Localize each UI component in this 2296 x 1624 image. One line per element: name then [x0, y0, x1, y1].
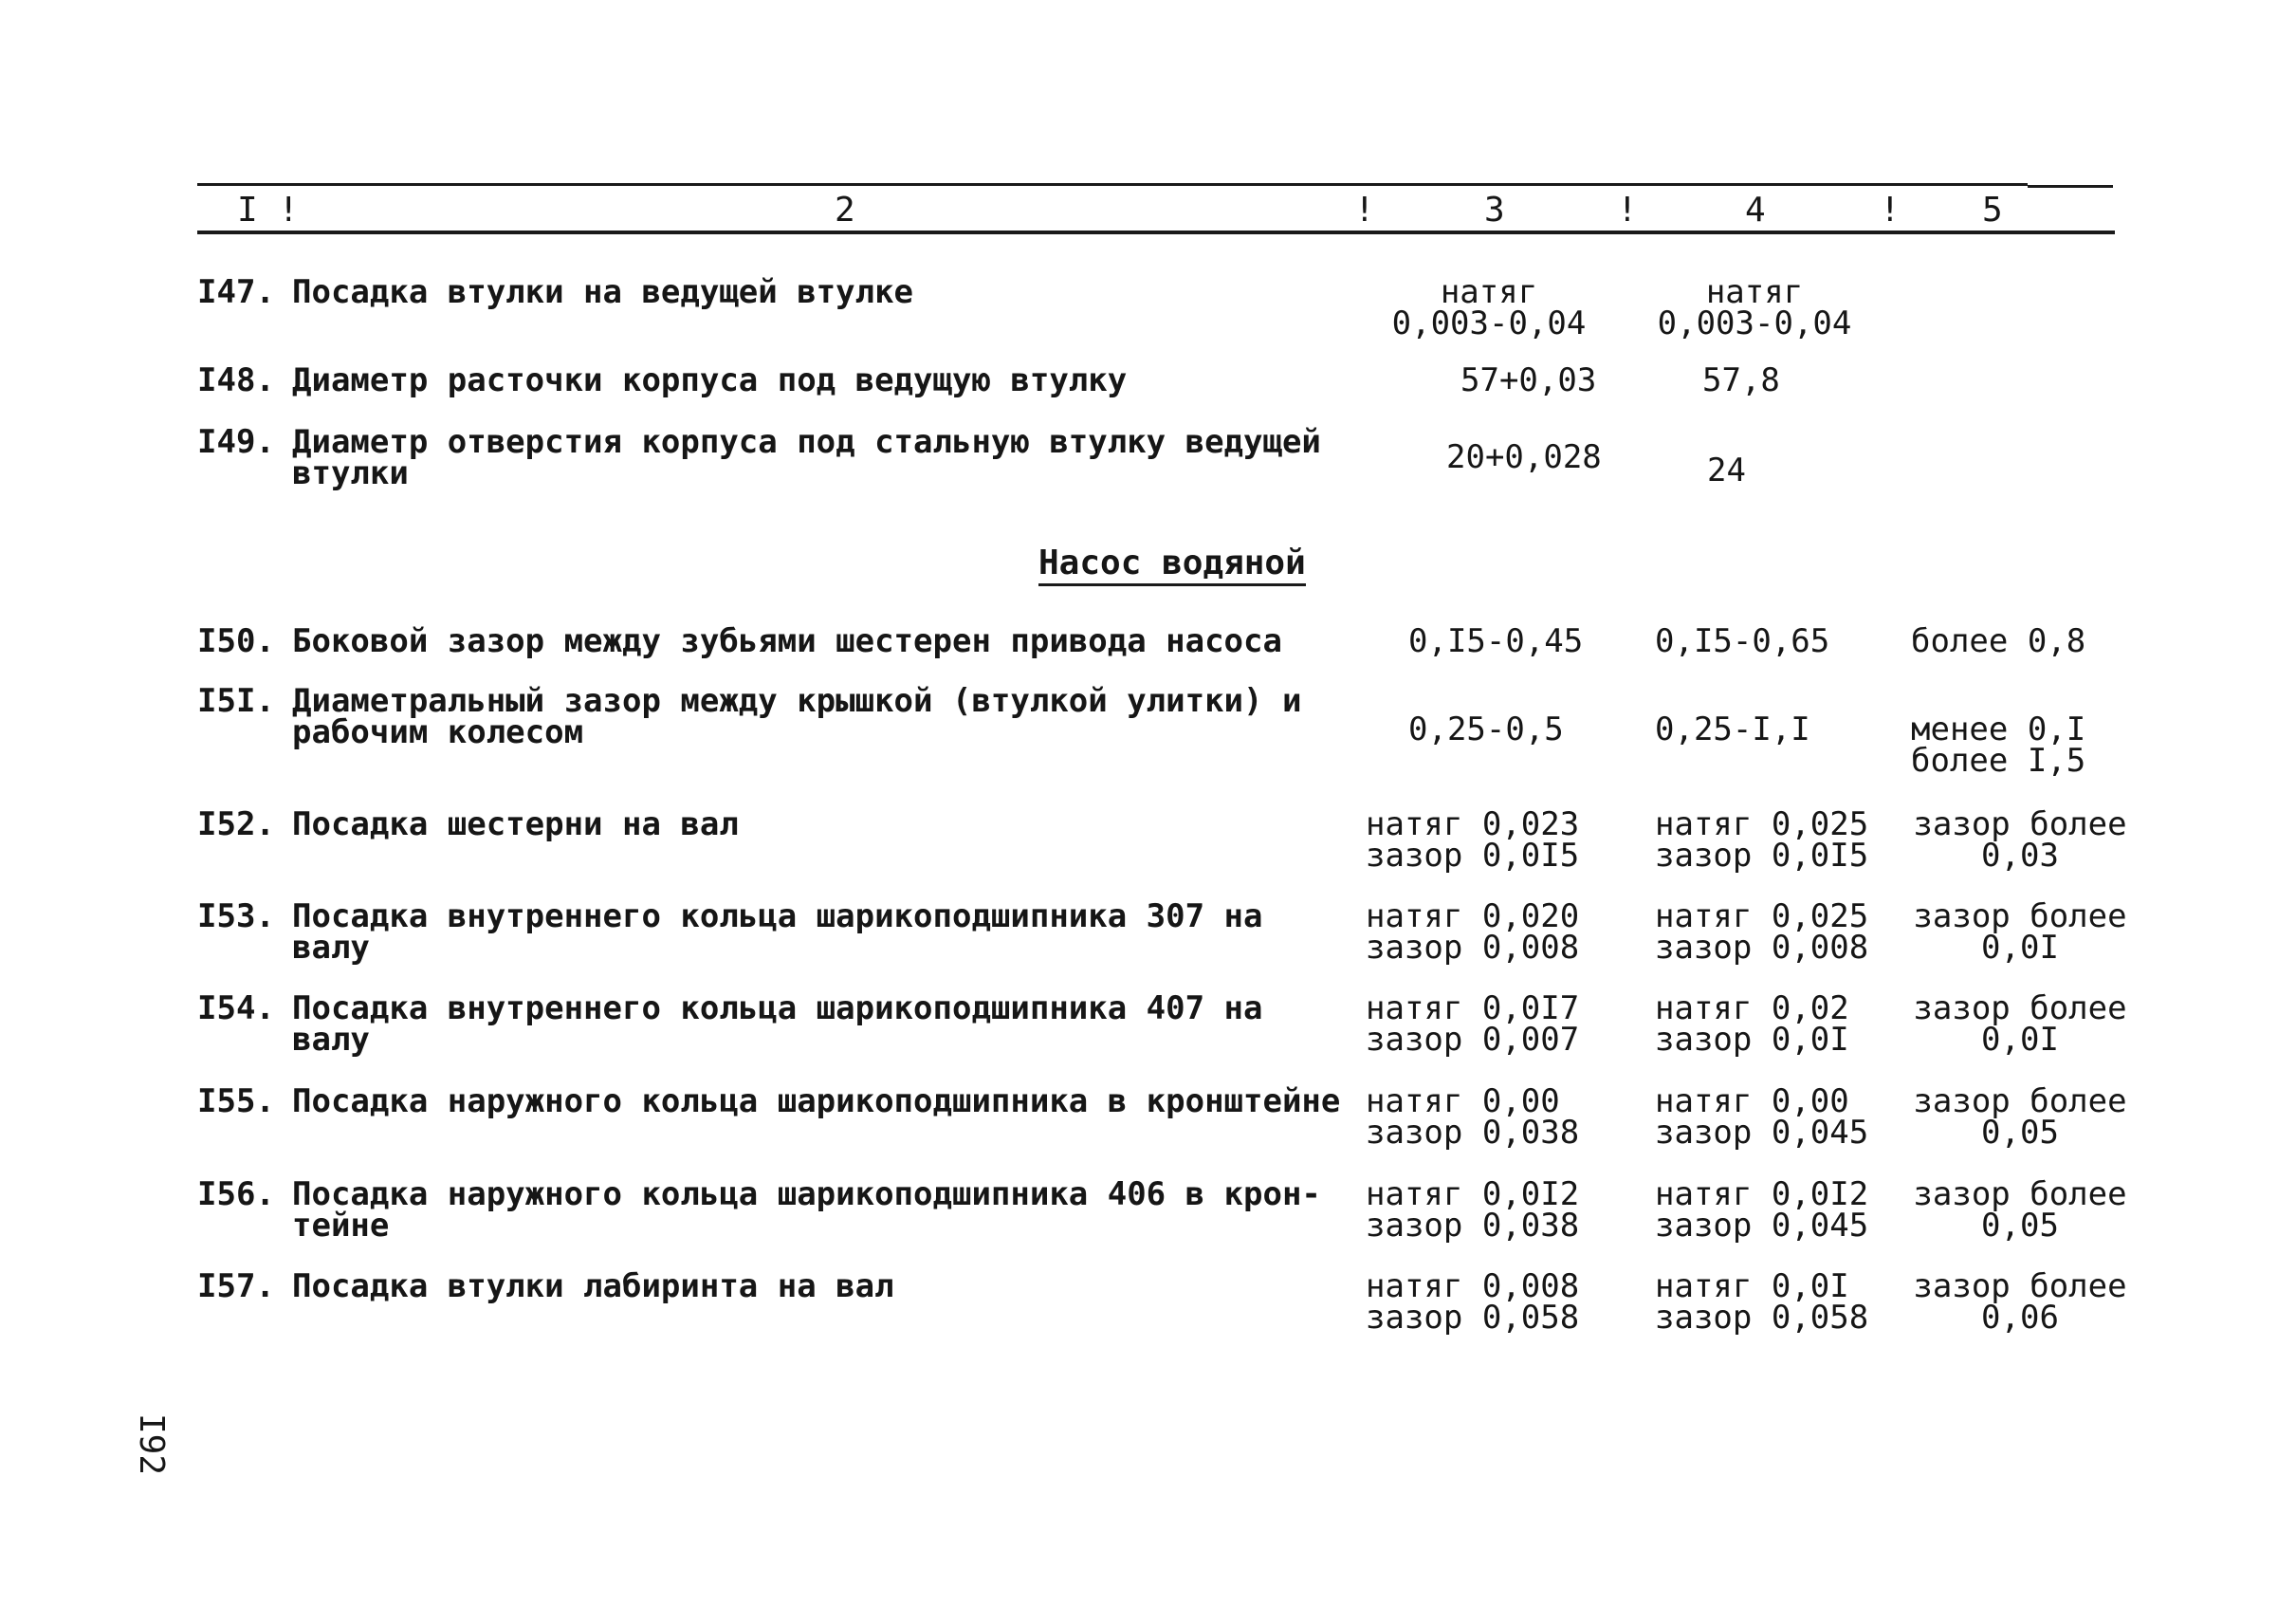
- row-description: Диаметр расточки корпуса под ведущую втулку: [292, 361, 1128, 399]
- value-permissible: натяг 0,025 зазор 0,008: [1655, 897, 1869, 967]
- header-separator: !: [1617, 191, 1638, 230]
- row-number: I52.: [197, 805, 275, 843]
- value-nominal: натяг 0,0I2 зазор 0,038: [1366, 1175, 1580, 1245]
- value-permissible: натяг 0,0I2 зазор 0,045: [1655, 1175, 1869, 1245]
- row-number: I47.: [197, 273, 275, 311]
- header-top-rule-right: [2028, 185, 2113, 188]
- row-description: Посадка наружного кольца шарикоподшипника в кронштейне: [292, 1082, 1341, 1120]
- header-col3: 3: [1484, 191, 1505, 230]
- value-nominal: натяг 0,003-0,04: [1391, 273, 1587, 342]
- row-number: I53.: [197, 897, 275, 935]
- row-description: Диаметр отверстия корпуса под стальную втулку ведущей втулки: [292, 423, 1321, 492]
- value-nominal: натяг 0,020 зазор 0,008: [1366, 897, 1580, 967]
- value-limit: зазор более 0,0I: [1913, 897, 2127, 967]
- value-nominal: натяг 0,023 зазор 0,0I5: [1366, 805, 1580, 875]
- value-limit: зазор более 0,06: [1913, 1267, 2127, 1337]
- row-description: Посадка наружного кольца шарикоподшипника 406 в крон- тейне: [292, 1175, 1321, 1245]
- value-limit: зазор более 0,05: [1913, 1175, 2127, 1245]
- header-col4: 4: [1745, 191, 1766, 230]
- header-bottom-rule: [197, 231, 2115, 234]
- value-limit: зазор более 0,0I: [1913, 989, 2127, 1059]
- value-permissible: 24: [1707, 452, 1746, 489]
- row-description: Посадка шестерни на вал: [292, 805, 739, 843]
- header-separator: !: [1354, 191, 1375, 230]
- row-description: Посадка втулки лабиринта на вал: [292, 1267, 894, 1305]
- header-col1: I !: [237, 191, 300, 230]
- row-number: I50.: [197, 622, 275, 660]
- value-nominal: 20+0,028: [1446, 438, 1602, 476]
- value-nominal: 0,25-0,5: [1408, 710, 1564, 748]
- row-number: I54.: [197, 989, 275, 1027]
- value-permissible: натяг 0,025 зазор 0,0I5: [1655, 805, 1869, 875]
- row-number: I55.: [197, 1082, 275, 1120]
- value-permissible: 0,I5-0,65: [1655, 622, 1830, 660]
- section-title: Насос водяной: [1038, 545, 1306, 586]
- value-nominal: натяг 0,0I7 зазор 0,007: [1366, 989, 1580, 1059]
- row-description: Посадка внутреннего кольца шарикоподшипника 307 на валу: [292, 897, 1263, 967]
- value-limit: более 0,8: [1911, 622, 2086, 660]
- value-permissible: натяг 0,0I зазор 0,058: [1655, 1267, 1869, 1337]
- header-separator: !: [1880, 191, 1901, 230]
- value-permissible: 57,8: [1702, 361, 1780, 399]
- row-number: I5I.: [197, 682, 275, 720]
- row-number: I56.: [197, 1175, 275, 1213]
- value-limit: зазор более 0,03: [1913, 805, 2127, 875]
- value-permissible: натяг 0,00 зазор 0,045: [1655, 1082, 1869, 1152]
- header-col2: 2: [835, 191, 855, 230]
- page-number: I92: [132, 1413, 171, 1476]
- row-number: I57.: [197, 1267, 275, 1305]
- header-col5: 5: [1982, 191, 2003, 230]
- row-description: Диаметральный зазор между крышкой (втулкой улитки) и рабочим колесом: [292, 682, 1302, 751]
- value-permissible: натяг 0,02 зазор 0,0I: [1655, 989, 1849, 1059]
- row-description: Боковой зазор между зубьями шестерен привода насоса: [292, 622, 1282, 660]
- value-limit: менее 0,I более I,5: [1911, 710, 2086, 780]
- value-nominal: натяг 0,00 зазор 0,038: [1366, 1082, 1580, 1152]
- header-top-rule: [197, 183, 2028, 186]
- value-nominal: 0,I5-0,45: [1408, 622, 1584, 660]
- row-number: I49.: [197, 423, 275, 461]
- row-description: Посадка втулки на ведущей втулке: [292, 273, 914, 311]
- row-number: I48.: [197, 361, 275, 399]
- value-nominal: натяг 0,008 зазор 0,058: [1366, 1267, 1580, 1337]
- value-limit: зазор более 0,05: [1913, 1082, 2127, 1152]
- row-description: Посадка внутреннего кольца шарикоподшипника 407 на валу: [292, 989, 1263, 1059]
- value-nominal: 57+0,03: [1460, 361, 1597, 399]
- value-permissible: 0,25-I,I: [1655, 710, 1810, 748]
- value-permissible: натяг 0,003-0,04: [1657, 273, 1852, 342]
